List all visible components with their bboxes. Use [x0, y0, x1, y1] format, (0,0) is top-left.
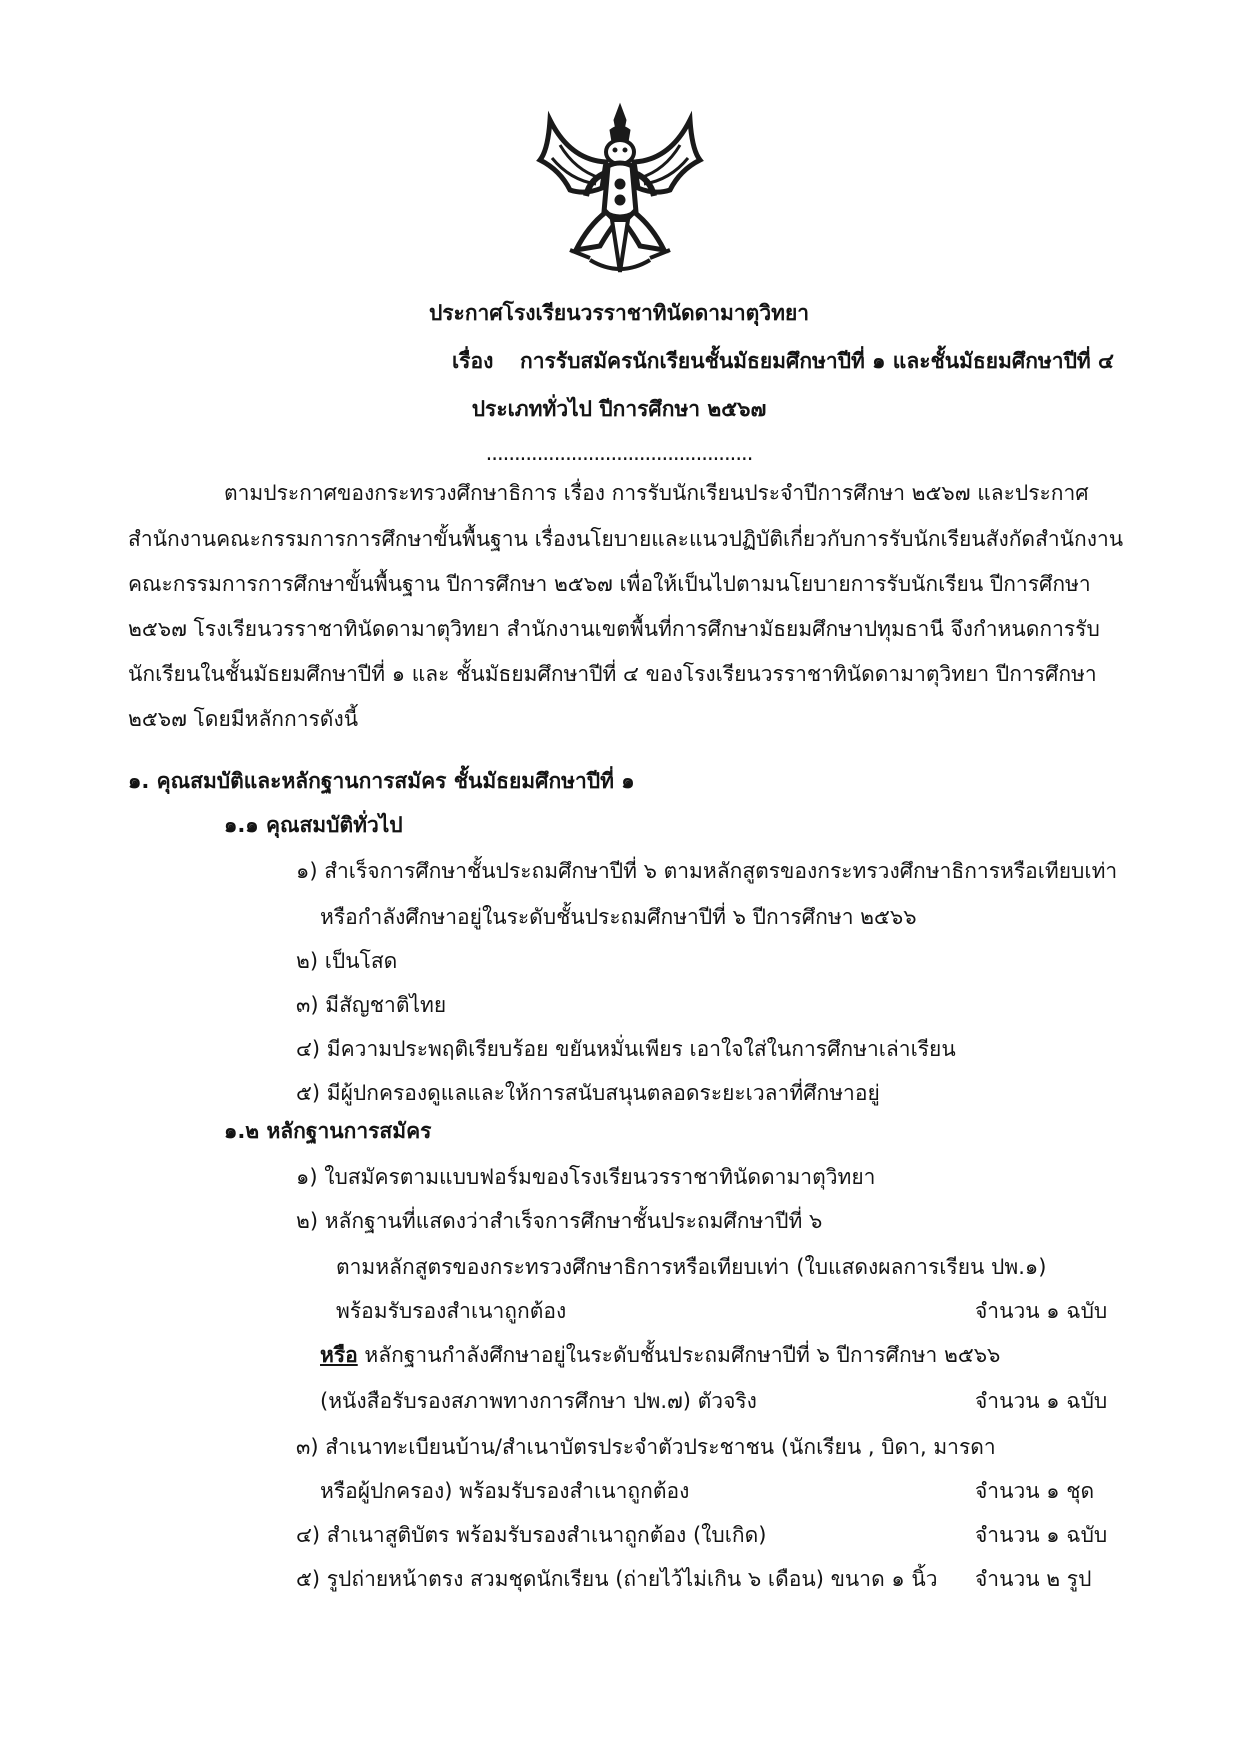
document-2-line-3: พร้อมรับรองสำเนาถูกต้อง — [336, 1299, 567, 1323]
announcement-title: ประกาศโรงเรียนวรราชาทินัดดามาตุวิทยา — [428, 301, 810, 325]
qualification-1: ๑) สำเร็จการศึกษาชั้นประถมศึกษาปีที่ ๖ ตามหลักสูตรของกระทรวงศึกษาธิการหรือเทียบเท่า — [296, 859, 1118, 883]
document-2-line-2: ตามหลักสูตรของกระทรวงศึกษาธิการหรือเทียบเท่า (ใบแสดงผลการเรียน ปพ.๑) — [336, 1255, 1047, 1279]
document-2-alt-text: หลักฐานกำลังศึกษาอยู่ในระดับชั้นประถมศึกษาปีที่ ๖ ปีการศึกษา ๒๕๖๖ — [357, 1343, 1001, 1367]
intro-line-6: ๒๕๖๗ โดยมีหลักการดังนี้ — [128, 707, 359, 731]
qualification-4: ๔) มีความประพฤติเรียบร้อย ขยันหมั่นเพียร เอาใจใส่ในการศึกษาเล่าเรียน — [296, 1037, 956, 1061]
section-1-2-title: ๑.๒ หลักฐานการสมัคร — [224, 1119, 432, 1143]
document-2-alternative — [320, 1342, 1000, 1368]
document-5: ๕) รูปถ่ายหน้าตรง สวมชุดนักเรียน (ถ่ายไว้ไม่เกิน ๖ เดือน) ขนาด ๑ นิ้ว — [296, 1567, 938, 1591]
intro-line-5: นักเรียนในชั้นมัธยมศึกษาปีที่ ๑ และ ชั้นมัธยมศึกษาปีที่ ๔ ของโรงเรียนวรราชาทินัดดามาตุวิทยา ปีการศึกษา — [128, 662, 1097, 686]
document-2-alt-quantity: จำนวน ๑ ฉบับ — [975, 1389, 1108, 1413]
document-3-line-2: หรือผู้ปกครอง) พร้อมรับรองสำเนาถูกต้อง — [320, 1479, 690, 1503]
document-4: ๔) สำเนาสูติบัตร พร้อมรับรองสำเนาถูกต้อง (ใบเกิด) — [296, 1523, 767, 1547]
qualification-3: ๓) มีสัญชาติไทย — [296, 993, 447, 1017]
header-divider: ............................................... — [485, 441, 753, 465]
intro-line-1: ตามประกาศของกระทรวงศึกษาธิการ เรื่อง การรับนักเรียนประจำปีการศึกษา ๒๕๖๗ และประกาศ — [224, 481, 1089, 505]
subject-text: การรับสมัครนักเรียนชั้นมัธยมศึกษาปีที่ ๑ และชั้นมัธยมศึกษาปีที่ ๔ — [520, 349, 1114, 373]
section-1-title: ๑. คุณสมบัติและหลักฐานการสมัคร ชั้นมัธยมศึกษาปีที่ ๑ — [128, 769, 635, 793]
document-2-quantity: จำนวน ๑ ฉบับ — [975, 1299, 1108, 1323]
subject-label: เรื่อง — [452, 349, 494, 373]
qualification-2: ๒) เป็นโสด — [296, 949, 398, 973]
subject-category: ประเภททั่วไป ปีการศึกษา ๒๕๖๗ — [471, 397, 767, 421]
intro-line-3: คณะกรรมการการศึกษาขั้นพื้นฐาน ปีการศึกษา ๒๕๖๗ เพื่อให้เป็นไปตามนโยบายการรับนักเรียน ปีการศึกษา — [128, 572, 1091, 596]
document-3: ๓) สำเนาทะเบียนบ้าน/สำเนาบัตรประจำตัวประชาชน (นักเรียน , บิดา, มารดา — [296, 1435, 996, 1459]
document-5-quantity: จำนวน ๒ รูป — [975, 1567, 1092, 1591]
document-2: ๒) หลักฐานที่แสดงว่าสำเร็จการศึกษาชั้นประถมศึกษาปีที่ ๖ — [296, 1209, 823, 1233]
qualification-5: ๕) มีผู้ปกครองดูแลและให้การสนับสนุนตลอดระยะเวลาที่ศึกษาอยู่ — [296, 1081, 880, 1105]
section-1-1-title: ๑.๑ คุณสมบัติทั่วไป — [224, 813, 403, 837]
intro-line-2: สำนักงานคณะกรรมการการศึกษาขั้นพื้นฐาน เรื่องนโยบายและแนวปฏิบัติเกี่ยวกับการรับนักเรียนสังกัดสำนักงาน — [128, 527, 1124, 551]
document-1: ๑) ใบสมัครตามแบบฟอร์มของโรงเรียนวรราชาทินัดดามาตุวิทยา — [296, 1165, 876, 1189]
intro-line-4: ๒๕๖๗ โรงเรียนวรราชาทินัดดามาตุวิทยา สำนักงานเขตพื้นที่การศึกษามัธยมศึกษาปทุมธานี จึงกำหนดการรับ — [128, 617, 1100, 641]
qualification-1-cont: หรือกำลังศึกษาอยู่ในระดับชั้นประถมศึกษาปีที่ ๖ ปีการศึกษา ๒๕๖๖ — [320, 905, 917, 929]
document-2-alt-line-2: (หนังสือรับรองสภาพทางการศึกษา ปพ.๗) ตัวจริง — [320, 1389, 757, 1413]
garuda-emblem-icon — [530, 100, 710, 280]
document-3-quantity: จำนวน ๑ ชุด — [975, 1479, 1095, 1503]
or-label: หรือ — [320, 1343, 358, 1367]
document-4-quantity: จำนวน ๑ ฉบับ — [975, 1523, 1108, 1547]
